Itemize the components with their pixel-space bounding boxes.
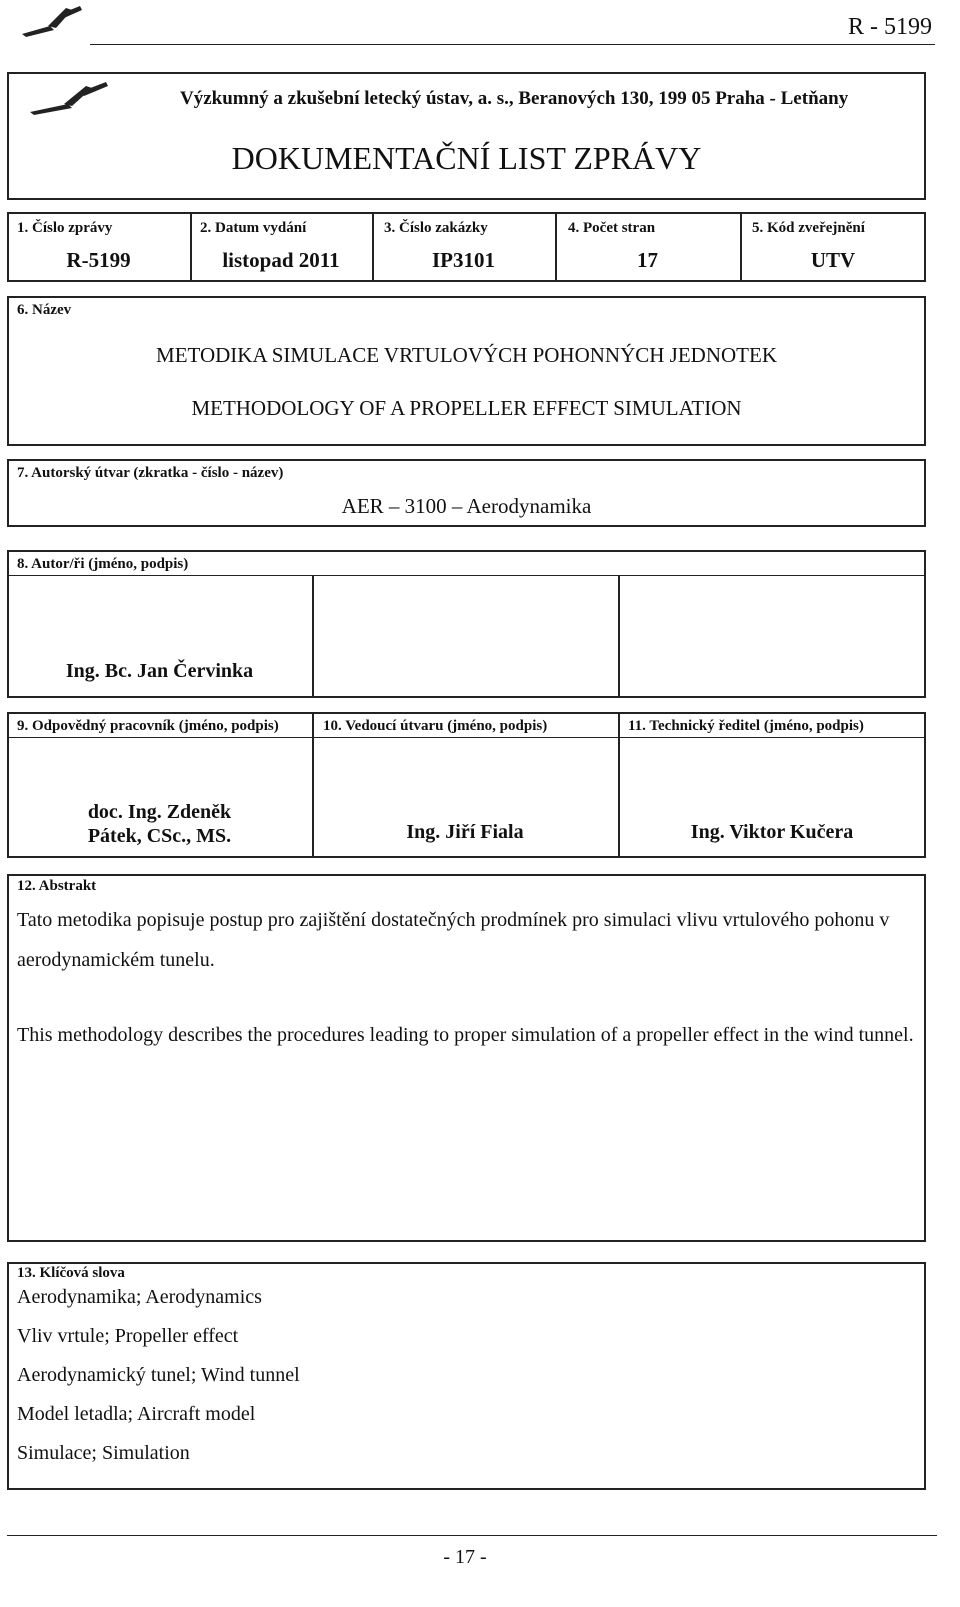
field-4-label: 4. Počet stran [568,220,656,236]
page-number: - 17 - [443,1546,487,1568]
keyword-item: Aerodynamika; Aerodynamics [17,1286,262,1308]
field-2-label: 2. Datum vydání [200,220,307,236]
field-3-value: IP3101 [432,248,495,272]
keyword-item: Vliv vrtule; Propeller effect [17,1325,239,1347]
header-logo [20,4,84,40]
title-en: METHODOLOGY OF A PROPELLER EFFECT SIMULATION [191,396,742,420]
autor-label: 8. Autor/ři (jméno, podpis) [17,556,189,572]
institute-name: Výzkumný a zkušební letecký ústav, a. s., Beranových 130, 199 05 Praha - Letňany [180,88,849,109]
autor-name: Ing. Bc. Jan Červinka [65,660,254,682]
doc-title: DOKUMENTAČNÍ LIST ZPRÁVY [231,140,702,176]
utvar-value: AER – 3100 – Aerodynamika [341,494,592,518]
signer-1-name: doc. Ing. Zdeněk Pátek, CSc., MS. [87,801,232,847]
signer-3-name: Ing. Viktor Kučera [690,821,854,843]
abstrakt-text-cz: Tato metodika popisuje postup pro zajištění dostatečných prodmínek pro simulaci vlivu vrtulového pohonu v aerodynamickém tunelu. [17,909,890,971]
keyword-item: Aerodynamický tunel; Wind tunnel [17,1364,300,1386]
field-1-label: 1. Číslo zprávy [17,220,113,236]
nazev-label: 6. Název [17,302,72,318]
keywords-label: 13. Klíčová slova [17,1265,125,1281]
signer-2-name: Ing. Jiří Fiala [406,821,524,843]
keyword-item: Model letadla; Aircraft model [17,1403,256,1425]
keyword-item: Simulace; Simulation [17,1442,190,1464]
field-3-label: 3. Číslo zakázky [384,220,488,236]
field-1-value: R-5199 [66,248,131,272]
signer-2-label: 10. Vedoucí útvaru (jméno, podpis) [323,718,548,734]
header-rule [90,44,935,45]
signer-3-label: 11. Technický ředitel (jméno, podpis) [628,718,864,734]
divider [618,575,620,698]
abstrakt-text-en: This methodology describes the procedures leading to proper simulation of a propeller effect in the wind tunnel. [17,1024,914,1046]
abstrakt-label: 12. Abstrakt [17,878,97,894]
field-5-value: UTV [810,248,856,272]
footer-rule [7,1535,937,1536]
title-cz: METODIKA SIMULACE VRTULOVÝCH POHONNÝCH JEDNOTEK [156,343,777,367]
autor-label-rule [7,575,926,576]
report-code: R - 5199 [848,14,932,40]
signers-label-rule [7,737,926,738]
field-5-label: 5. Kód zveřejnění [752,220,865,236]
divider [312,575,314,698]
field-4-value: 17 [637,248,658,272]
utvar-label: 7. Autorský útvar (zkratka - číslo - název) [17,465,284,481]
vzlu-logo-icon [28,80,110,116]
nazev-box [7,296,926,446]
field-2-value: listopad 2011 [222,248,340,272]
signer-1-label: 9. Odpovědný pracovník (jméno, podpis) [17,718,279,734]
